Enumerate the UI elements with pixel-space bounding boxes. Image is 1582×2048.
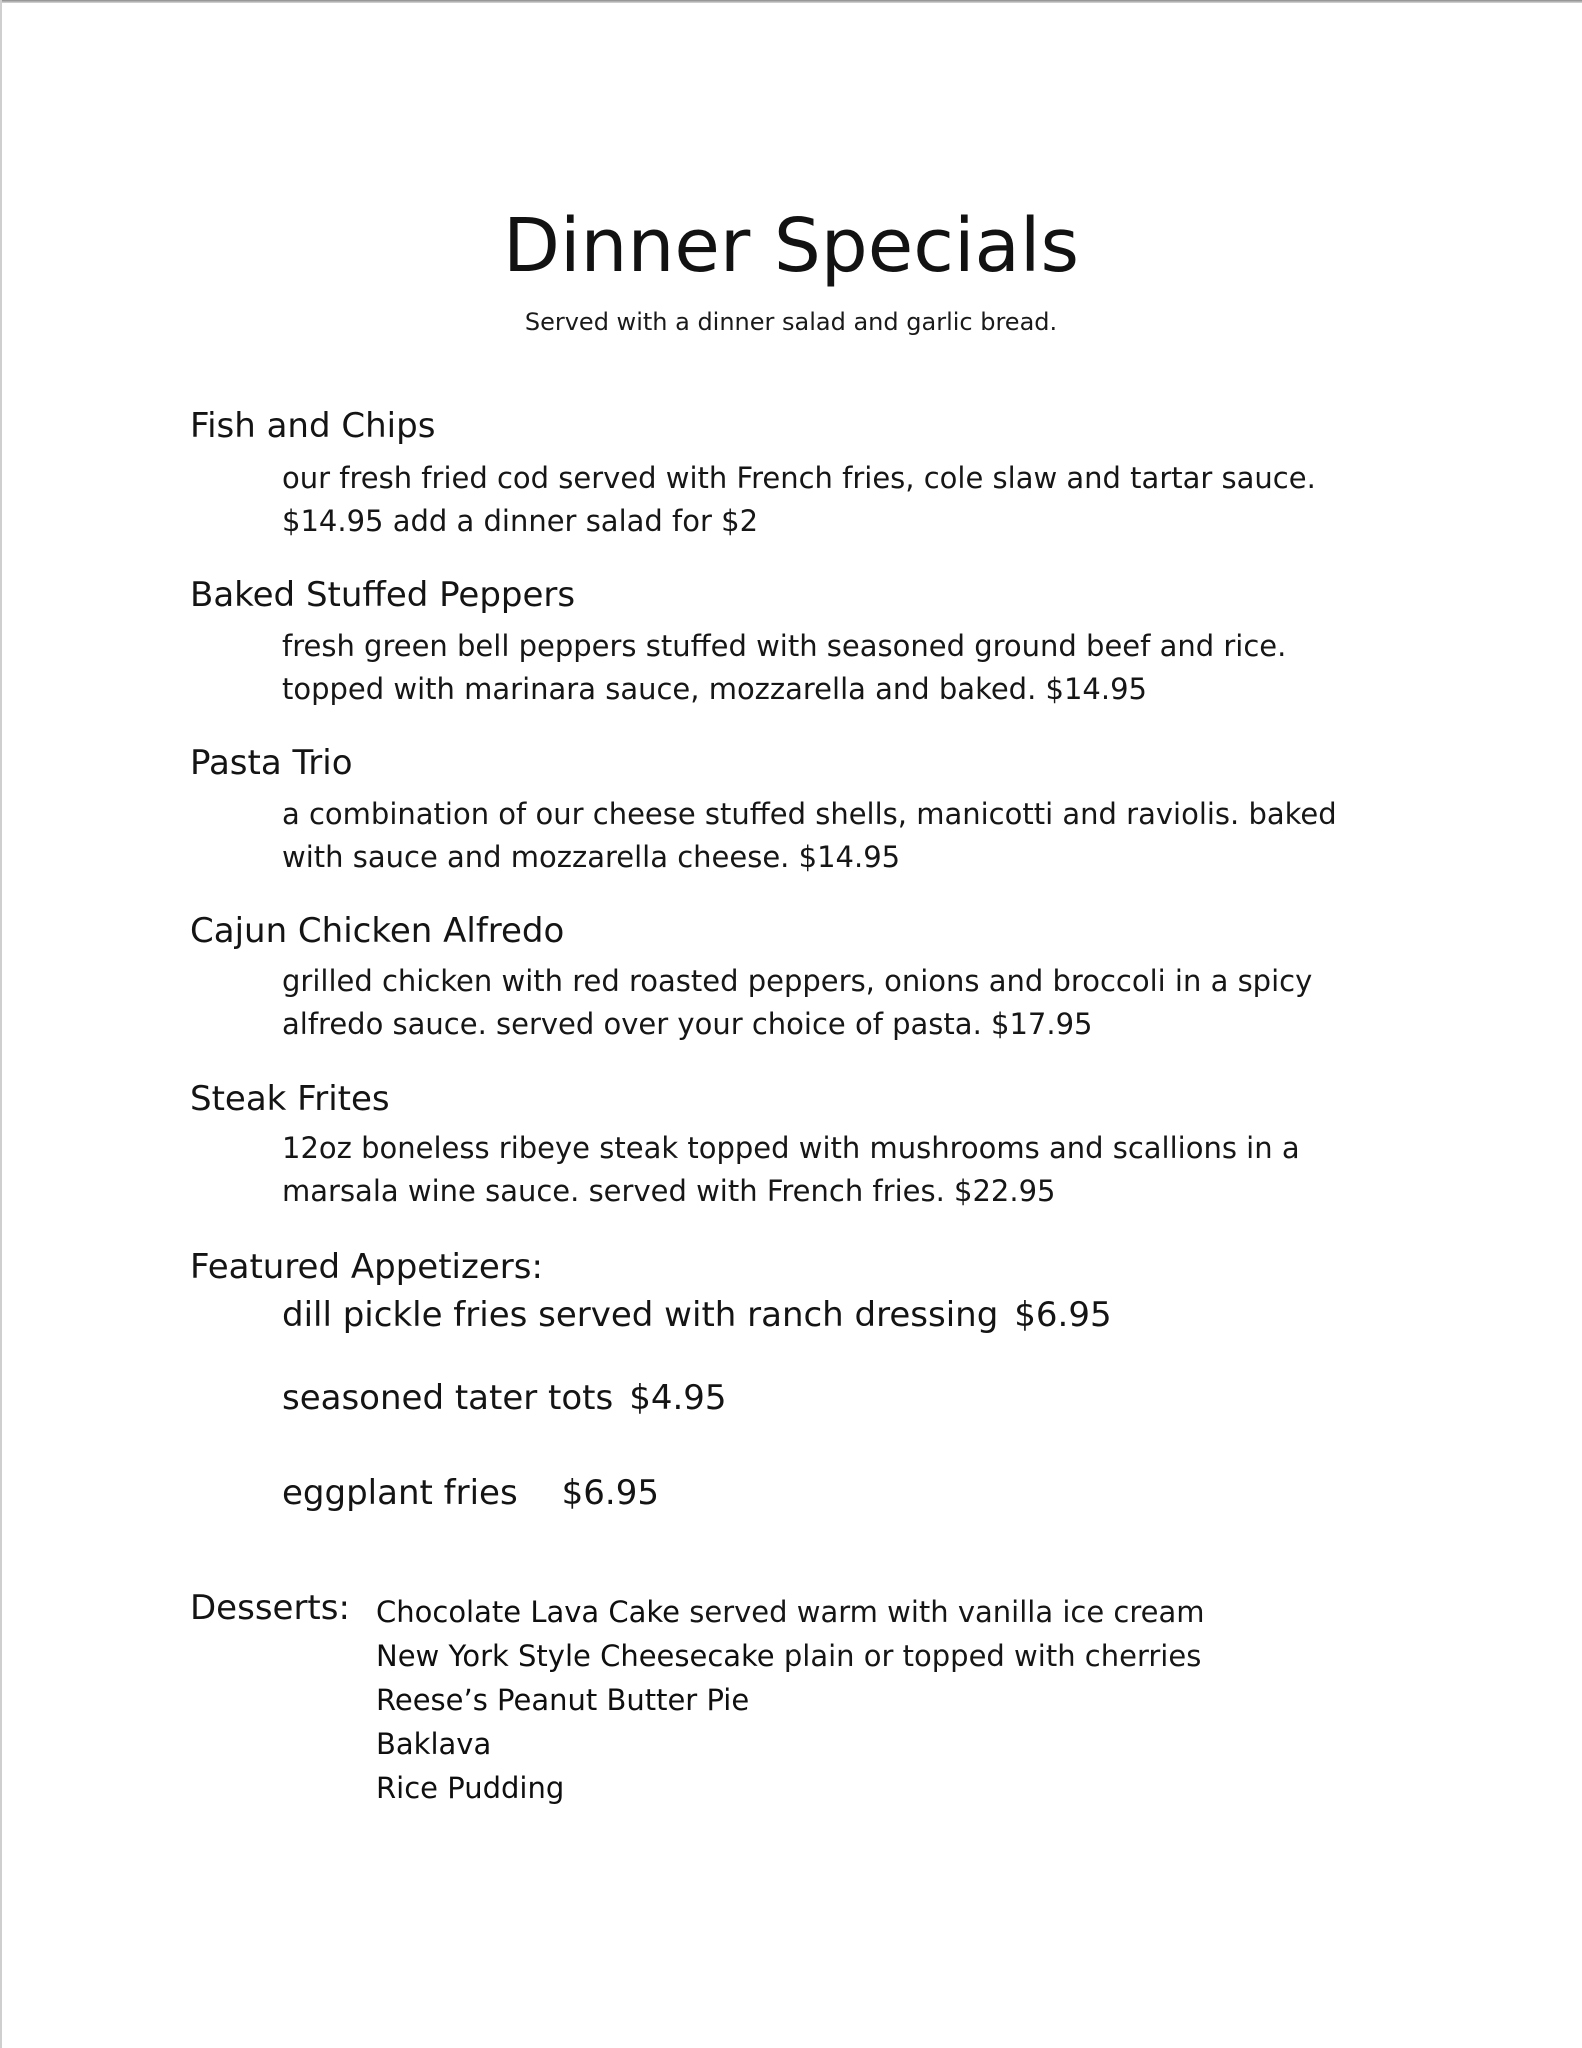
special-desc-fish-and-chips (282, 457, 1316, 543)
special-title-steak-frites: Steak Frites (190, 1079, 390, 1119)
special-desc-line: alfredo sauce. served over your choice of pasta. $17.95 (282, 1007, 1093, 1041)
appetizers-heading: Featured Appetizers: (190, 1247, 543, 1287)
special-desc-line: with sauce and mozzarella cheese. $14.95 (282, 840, 901, 874)
special-desc-cajun-chicken-alfredo (282, 960, 1312, 1046)
special-desc-line: marsala wine sauce. served with French fries. $22.95 (282, 1174, 1056, 1208)
dessert-item (376, 1590, 1205, 1634)
dessert-detail: served warm with vanilla ice cream (680, 1595, 1205, 1629)
appetizer-price: $6.95 (561, 1473, 660, 1513)
dessert-item (376, 1678, 1205, 1722)
special-desc-line: fresh green bell peppers stuffed with seasoned ground beef and rice. (282, 629, 1287, 663)
appetizer-name: eggplant fries (282, 1473, 518, 1513)
dessert-name: Reese’s Peanut Butter Pie (376, 1683, 750, 1717)
special-title-cajun-chicken-alfredo: Cajun Chicken Alfredo (190, 911, 565, 951)
special-title-fish-and-chips: Fish and Chips (190, 406, 436, 446)
dessert-item (376, 1722, 1205, 1766)
special-desc-line: topped with marinara sauce, mozzarella and baked. $14.95 (282, 672, 1148, 706)
appetizer-name: seasoned tater tots (282, 1378, 614, 1418)
dessert-list (376, 1590, 1205, 1810)
dessert-item (376, 1634, 1205, 1678)
special-desc-baked-stuffed-peppers (282, 625, 1286, 711)
desserts-heading: Desserts: (190, 1588, 350, 1628)
page-title: Dinner Specials (503, 203, 1079, 289)
scan-edge-top (0, 0, 1582, 3)
special-desc-pasta-trio (282, 793, 1337, 879)
special-desc-line: our fresh fried cod served with French fries, cole slaw and tartar sauce. (282, 461, 1316, 495)
dessert-item (376, 1766, 1205, 1810)
special-title-pasta-trio: Pasta Trio (190, 743, 353, 783)
special-desc-line: a combination of our cheese stuffed shells, manicotti and raviolis. baked (282, 797, 1337, 831)
dessert-name: Baklava (376, 1727, 492, 1761)
special-desc-steak-frites (282, 1127, 1300, 1213)
dessert-name: Rice Pudding (376, 1771, 565, 1805)
appetizer-price: $6.95 (1014, 1295, 1112, 1335)
special-title-baked-stuffed-peppers: Baked Stuffed Peppers (190, 575, 576, 615)
appetizer-name: dill pickle fries served with ranch dressing (282, 1295, 999, 1335)
appetizer-price: $4.95 (629, 1378, 727, 1418)
special-desc-line: 12oz boneless ribeye steak topped with mushrooms and scallions in a (282, 1131, 1300, 1165)
special-desc-line: grilled chicken with red roasted peppers, onions and broccoli in a spicy (282, 964, 1313, 998)
appetizer-item (282, 1378, 727, 1418)
dessert-name: New York Style Cheesecake (376, 1639, 775, 1673)
appetizer-item (282, 1295, 1112, 1335)
dessert-detail: plain or topped with cherries (774, 1639, 1202, 1673)
page-subtitle: Served with a dinner salad and garlic bread. (524, 308, 1058, 336)
dessert-name: Chocolate Lava Cake (376, 1595, 681, 1629)
appetizer-item (282, 1473, 659, 1513)
special-desc-line: $14.95 add a dinner salad for $2 (282, 504, 759, 538)
